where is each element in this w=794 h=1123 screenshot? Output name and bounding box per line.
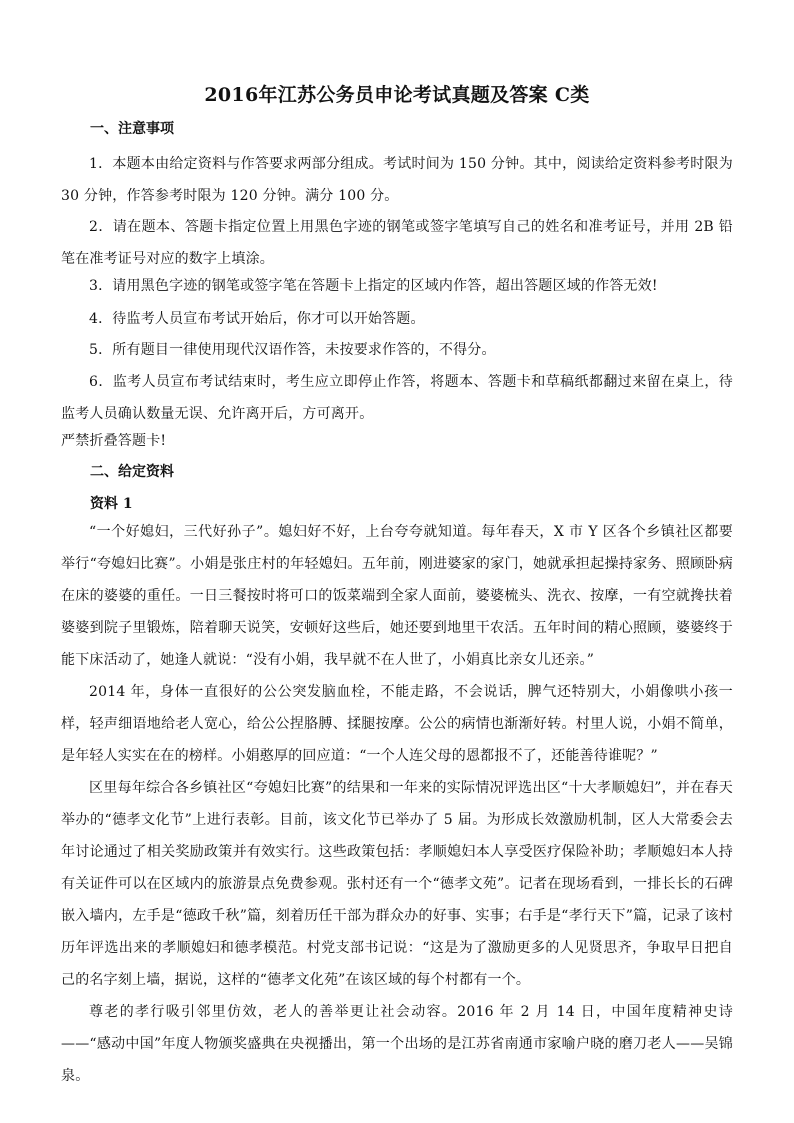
note-item-3: 3．请用黑色字迹的钢笔或签字笔在答题卡上指定的区域内作答，超出答题区域的作答无效!: [89, 278, 658, 294]
section-heading-materials: 二、给定资料: [90, 464, 174, 480]
material-paragraph-1: “一个好媳妇，三代好孙子”。媳妇好不好，上台夸夸就知道。每年春天，X 市 Y 区各个乡镇社区都要举行“夸媳妇比赛”。小娟是张庄村的年轻媳妇。五年前，刚进婆家的家门，她就承担起操持家务、照顾卧病在床的婆婆的重任。一日三餐按时将可口的饭菜端到全家人面前，婆婆梳头、洗衣、按摩，一有空就搀扶着婆婆到院子里锻炼，陪着聊天说笑，安顿好这些后，她还要到地里干农活。五年时间的精心照顾，婆婆终于能下床活动了，她逢人就说：“没有小娟，我早就不在人世了，小娟真比亲女儿还亲。”: [61, 524, 733, 668]
note-item-4: 4．待监考人员宣布考试开始后，你才可以开始答题。: [89, 311, 425, 327]
note-item-5: 5．所有题目一律使用现代汉语作答，未按要求作答的，不得分。: [89, 342, 496, 358]
material-paragraph-3: 区里每年综合各乡镇社区“夸媳妇比赛”的结果和一年来的实际情况评选出区“十大孝顺媳妇”，并在春天举办的“德孝文化节”上进行表彰。目前，该文化节已举办了 5 届。为形成长效激励机制，区人大常委会去年讨论通过了相关奖励政策并有效实行。这些政策包括：孝顺媳妇本人享受医疗保险补助；孝顺媳妇本人持有关证件可以在区域内的旅游景点免费参观。张村还有一个“德孝文苑”。记者在现场看到，一排长长的石碑嵌入墙内，左手是“德政千秋”篇，刻着历任干部为群众办的好事、实事；右手是“孝行天下”篇，记录了该村历年评选出来的孝顺媳妇和德孝模范。村党支部书记说：“这是为了激励更多的人见贤思齐，争取早日把自己的名字刻上墙，据说，这样的“德孝文化苑”在该区域的每个村都有一个。: [61, 780, 733, 988]
material-paragraph-4: 尊老的孝行吸引邻里仿效，老人的善举更让社会动容。2016 年 2 月 14 日，中国年度精神史诗——“感动中国”年度人物颁奖盛典在央视播出，第一个出场的是江苏省南通市家喻户晓的磨刀老人——吴锦泉。: [61, 1004, 733, 1084]
material-heading: 资料 1: [90, 496, 133, 512]
note-item-1: 1．本题本由给定资料与作答要求两部分组成。考试时间为 150 分钟。其中，阅读给定资料参考时限为 30 分钟，作答参考时限为 120 分钟。满分 100 分。: [61, 156, 733, 204]
note-item-6: 6．监考人员宣布考试结束时，考生应立即停止作答，将题本、答题卡和草稿纸都翻过来留在桌上，待监考人员确认数量无误、允许离开后，方可离开。: [61, 374, 733, 422]
page-title: 2016年江苏公务员申论考试真题及答案 C类: [204, 84, 590, 106]
note-item-2: 2．请在题本、答题卡指定位置上用黑色字迹的钢笔或签字笔填写自己的姓名和准考证号，并用 2B 铅笔在准考证号对应的数字上填涂。: [61, 219, 733, 267]
section-heading-notes: 一、注意事项: [90, 121, 174, 137]
material-paragraph-2: 2014 年，身体一直很好的公公突发脑血栓，不能走路，不会说话，脾气还特别大，小娟像哄小孩一样，轻声细语地给老人宽心，给公公捏胳膊、揉腿按摩。公公的病情也渐渐好转。村里人说，小娟不简单，是年轻人实实在在的榜样。小娟憨厚的回应道：“一个人连父母的恩都报不了，还能善待谁呢？”: [61, 684, 733, 764]
warning-line: 严禁折叠答题卡!: [61, 433, 167, 449]
